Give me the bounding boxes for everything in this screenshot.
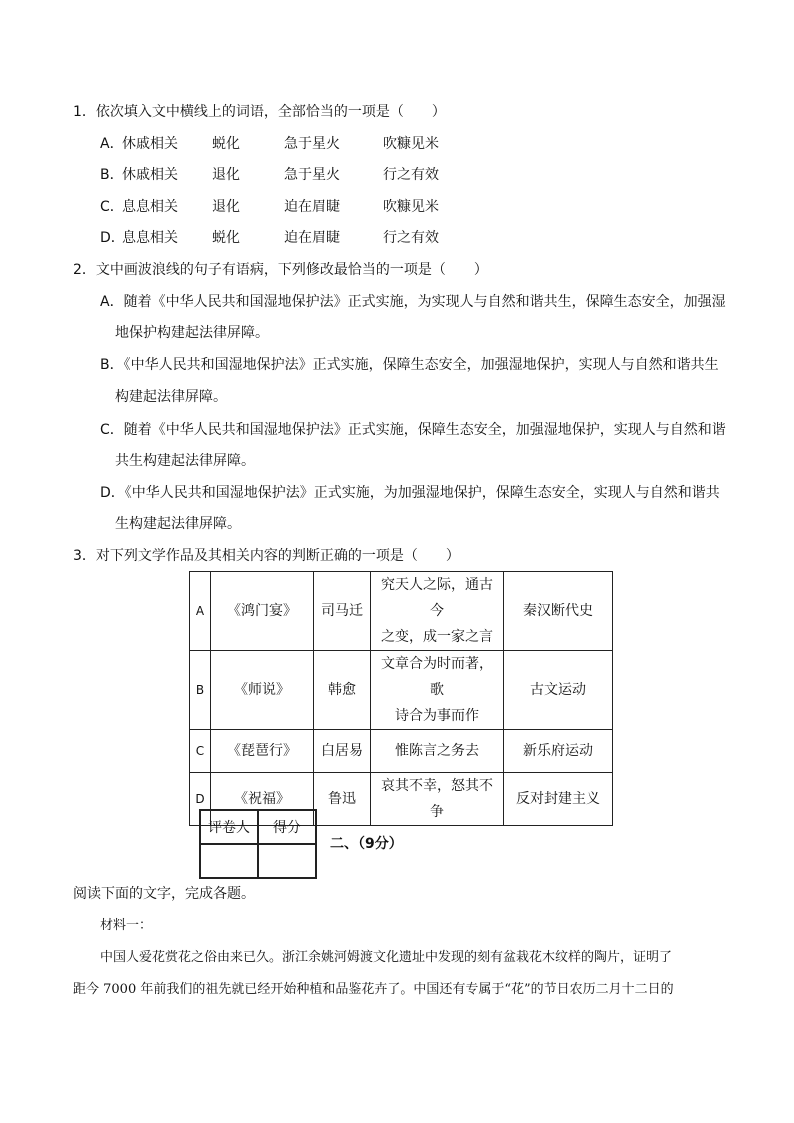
quote: 究天人之际，通古今 之变，成一家之言	[371, 572, 504, 651]
q3-row-b	[190, 651, 613, 730]
work-title: 《琵琶行》	[211, 730, 314, 773]
work-title: 《祝福》	[211, 773, 314, 826]
note: 秦汉断代史	[504, 572, 613, 651]
q3-row-a	[190, 572, 613, 651]
material-label: 材料一：	[100, 918, 153, 933]
work-title: 《师说》	[211, 651, 314, 730]
author: 韩愈	[314, 651, 371, 730]
q3-stem: 3．对下列文学作品及其相关内容的判断正确的一项是（ ）	[73, 548, 460, 564]
reading-instruction: 阅读下面的文字，完成各题。	[73, 886, 255, 902]
row-letter: D	[190, 773, 211, 826]
q3-table	[189, 571, 613, 826]
q2-option-a-line2: 地保护构建起法律屏障。	[115, 325, 269, 341]
q2-option-b-line2: 构建起法律屏障。	[115, 389, 227, 405]
q3-row-c	[190, 730, 613, 773]
note: 新乐府运动	[504, 730, 613, 773]
section-heading: 二、（9分）	[330, 836, 403, 852]
q2-option-d-line1: D．《中华人民共和国湿地保护法》正式实施，为加强湿地保护，保障生态安全，实现人与自然和谐共	[100, 485, 720, 501]
q2-option-d-line2: 生构建起法律屏障。	[115, 516, 241, 532]
author: 司马迁	[314, 572, 371, 651]
paragraph-line: 中国人爱花赏花之俗由来已久。浙江余姚河姆渡文化遗址中发现的刻有盆栽花木纹样的陶片，证明了	[100, 950, 673, 965]
q2-option-c-line2: 共生构建起法律屏障。	[115, 453, 255, 469]
paragraph-line: 距今 7000 年前我们的祖先就已经开始种植和品鉴花卉了。中国还有专属于“花”的节日农历二月十二日的	[73, 982, 674, 997]
quote: 文章合为时而著，歌 诗合为事而作	[371, 651, 504, 730]
score-field[interactable]	[258, 844, 316, 878]
q2-option-c-line1: C．随着《中华人民共和国湿地保护法》正式实施，保障生态安全，加强湿地保护，实现人与自然和谐	[100, 422, 726, 438]
q2-stem: 2．文中画波浪线的句子有语病，下列修改最恰当的一项是（ ）	[73, 262, 488, 278]
score-box	[199, 809, 317, 879]
score-label: 得分	[258, 810, 316, 844]
work-title: 《鸿门宴》	[211, 572, 314, 651]
row-letter: B	[190, 651, 211, 730]
note: 反对封建主义	[504, 773, 613, 826]
q2-option-b-line1: B．《中华人民共和国湿地保护法》正式实施，保障生态安全，加强湿地保护，实现人与自然和谐共生	[100, 357, 719, 373]
note: 古文运动	[504, 651, 613, 730]
row-letter: A	[190, 572, 211, 651]
author: 白居易	[314, 730, 371, 773]
reviewer-field[interactable]	[200, 844, 258, 878]
row-letter: C	[190, 730, 211, 773]
quote: 惟陈言之务去	[371, 730, 504, 773]
reviewer-label: 评卷人	[200, 810, 258, 844]
q2-option-a-line1: A．随着《中华人民共和国湿地保护法》正式实施，为实现人与自然和谐共生，保障生态安全，加强湿	[100, 294, 726, 310]
q1-stem: 1．依次填入文中横线上的词语，全部恰当的一项是（ ）	[73, 104, 446, 120]
quote: 哀其不幸，怒其不争	[371, 773, 504, 826]
author: 鲁迅	[314, 773, 371, 826]
